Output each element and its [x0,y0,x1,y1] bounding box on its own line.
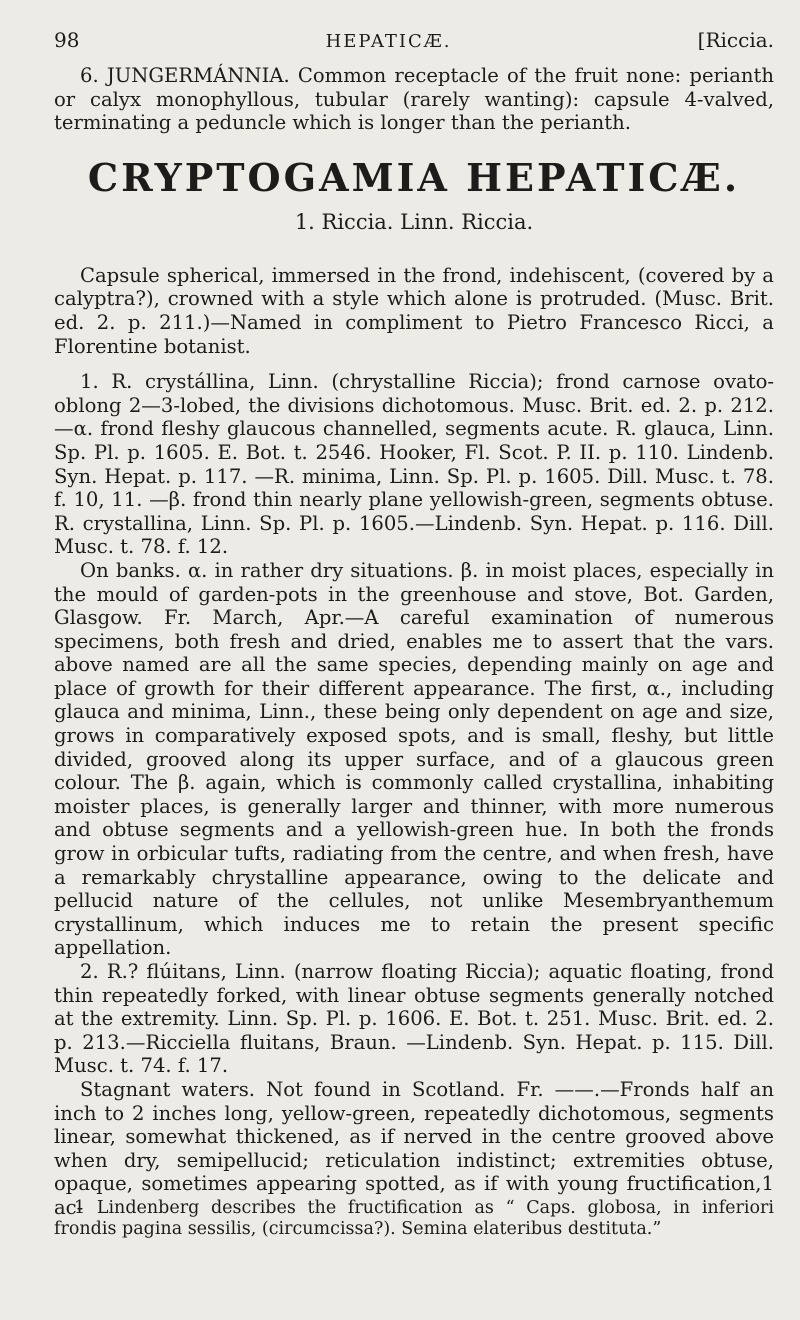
page-number: 98 [54,28,80,52]
running-title: HEPATICÆ. [325,31,452,52]
species-crystallina: 1. R. crystállina, Linn. (chrystalline Riccia); frond carnose ovato-oblong 2—3-lobed, the divisions dichotomous. Musc. Brit. ed. 2. p. 212.—α. frond fleshy glaucous channelled, segments acute. R. glauca, Linn. Sp. Pl. p. 1605. E. Bot. t. 2546. Hooker, Fl. Scot. P. II. p. 110. Lindenb. Syn. Hepat. p. 117. —R. minima, Linn. Sp. Pl. p. 1605. Dill. Musc. t. 78. f. 10, 11. —β. frond thin nearly plane yellowish-green, segments obtuse. R. crystallina, Linn. Sp. Pl. p. 1605.—Lindenb. Syn. Hepat. p. 116. Dill. Musc. t. 78. f. 12. [54,370,774,559]
habitat-crystallina: On banks. α. in rather dry situations. β. in moist places, especially in the mould of garden-pots in the greenhouse and stove, Bot. Garden, Glasgow. Fr. March, Apr.—A careful examination of numerous specimens, both fresh and dried, enables me to assert that the vars. above named are all the same species, depending mainly on age and place of growth for their different appearance. The first, α., including glauca and minima, Linn., these being only dependent on age and size, grows in comparatively exposed spots, and is small, fleshy, but little divided, grooved along its upper surface, and of a glaucous green colour. The β. again, which is commonly called crystallina, inhabiting moister places, is generally larger and thinner, with more numerous and obtuse segments and a yellowish-green hue. In both the fronds grow in orbicular tufts, radiating from the centre, and when fresh, have a remarkably chrystalline appearance, owing to the delicate and pellucid nature of the cellules, not unlike Mesembryanthemum crystallinum, which induces me to retain the present specific appellation. [54,558,774,960]
footnote [54,1198,774,1240]
class-heading: CRYPTOGAMIA HEPATICÆ. [87,154,741,200]
section-label: [Riccia. [697,28,774,52]
page [54,28,774,1220]
habitat-fluitans: Stagnant waters. Not found in Scotland. Fr. ——.—Fronds half an inch to 2 inches long, yellow-green, repeatedly dichotomous, segments linear, somewhat thickened, as if nerved in the centre grooved above when dry, semipellucid; reticulation indistinct; extremities obtuse, opaque, sometimes appearing spotted, as if with young fructification,1 ac- [54,1077,774,1219]
running-header [54,28,774,64]
species-fluitans: 2. R.? flúitans, Linn. (narrow floating Riccia); aquatic floating, frond thin repeatedly forked, with linear obtuse segments generally notched at the extremity. Linn. Sp. Pl. p. 1606. E. Bot. t. 251. Musc. Brit. ed. 2. p. 213.—Ricciella fluitans, Braun. —Lindenb. Syn. Hepat. p. 115. Dill. Musc. t. 74. f. 17. [54,960,774,1078]
genus-description: Capsule spherical, immersed in the frond, indehiscent, (covered by a calyptra?), crowned with a style which alone is protruded. (Musc. Brit. ed. 2. p. 211.)—Named in compliment to Pietro Francesco Ricci, a Florentine botanist. [54,263,774,358]
jungermannia-paragraph: 6. JUNGERMÁNNIA. Common receptacle of the fruit none: perianth or calyx monophyllous, tubular (rarely wanting): capsule 4-valved, terminating a peduncle which is longer than the perianth. [54,64,774,135]
footnote-text: 1 Lindenberg describes the fructification as “ Caps. globosa, in inferiori frondis pagina sessilis, (circumcissa?). Semina elateribus destituta.” [54,1198,774,1239]
genus-heading: 1. Riccia. Linn. Riccia. [294,209,534,234]
